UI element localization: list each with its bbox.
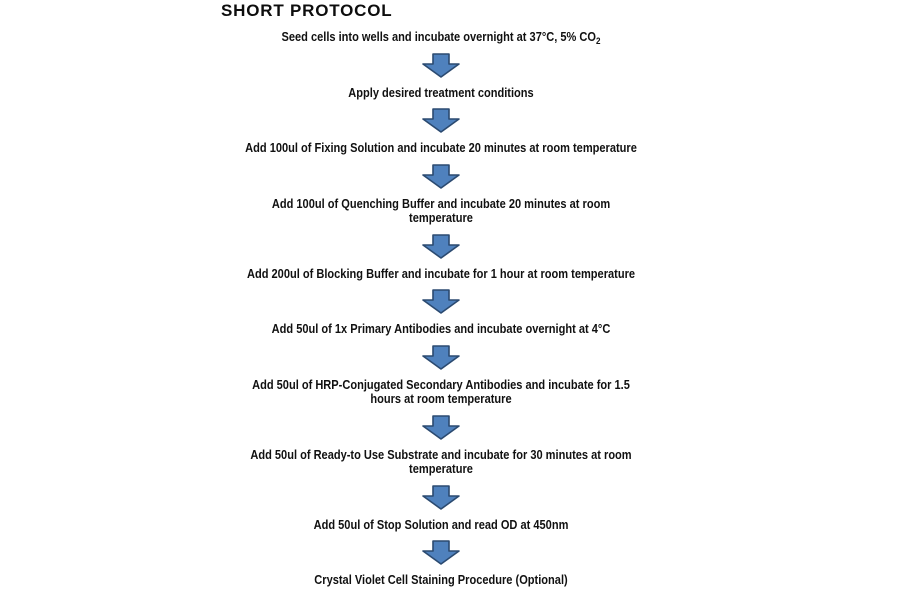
protocol-step bbox=[161, 267, 721, 282]
down-arrow-icon bbox=[422, 234, 460, 259]
step-text: Add 50ul of Ready-to Use Substrate and incubate for 30 minutes at room bbox=[250, 446, 632, 462]
protocol-step bbox=[161, 378, 721, 407]
down-arrow-icon bbox=[422, 164, 460, 189]
protocol-step bbox=[161, 197, 721, 226]
protocol-step bbox=[161, 322, 721, 337]
page-title: SHORT PROTOCOL bbox=[221, 1, 393, 20]
down-arrow-icon bbox=[422, 108, 460, 133]
step-text: hours at room temperature bbox=[370, 391, 512, 406]
protocol-step bbox=[161, 448, 721, 477]
step-text: Add 50ul of Stop Solution and read OD at 450nm bbox=[313, 516, 569, 532]
step-text: Add 200ul of Blocking Buffer and incubate for 1 hour at room temperature bbox=[246, 265, 636, 281]
down-arrow-icon bbox=[422, 53, 460, 78]
step-text-line bbox=[203, 211, 679, 226]
step-text: Add 50ul of 1x Primary Antibodies and incubate overnight at 4°C bbox=[271, 321, 611, 336]
steps-column bbox=[161, 30, 721, 588]
step-text: Add 100ul of Quenching Buffer and incubate 20 minutes at room bbox=[271, 195, 611, 211]
step-text-line bbox=[203, 322, 679, 337]
step-text: temperature bbox=[409, 461, 473, 476]
step-text-line bbox=[203, 267, 679, 282]
step-text-line bbox=[203, 30, 679, 45]
protocol-step bbox=[161, 86, 721, 101]
subscript-text: 2 bbox=[596, 36, 601, 47]
protocol-step bbox=[161, 141, 721, 156]
step-text-line bbox=[203, 378, 679, 393]
step-text-line bbox=[203, 197, 679, 212]
step-text: Crystal Violet Cell Staining Procedure (Optional) bbox=[314, 572, 568, 587]
down-arrow-icon bbox=[422, 540, 460, 565]
step-text: temperature bbox=[409, 210, 473, 225]
down-arrow-icon bbox=[422, 415, 460, 440]
step-text-line bbox=[203, 392, 679, 407]
protocol-step bbox=[161, 30, 721, 45]
step-text-line bbox=[203, 518, 679, 533]
step-text: Seed cells into wells and incubate overnight at 37°C, 5% CO bbox=[281, 29, 597, 44]
down-arrow-icon bbox=[422, 345, 460, 370]
down-arrow-icon bbox=[422, 485, 460, 510]
protocol-step bbox=[161, 518, 721, 533]
step-text: Apply desired treatment conditions bbox=[348, 84, 534, 100]
step-text-line bbox=[203, 573, 679, 588]
step-text-line bbox=[203, 141, 679, 156]
step-text: Add 50ul of HRP-Conjugated Secondary Antibodies and incubate for 1.5 bbox=[252, 376, 630, 392]
step-text: Add 100ul of Fixing Solution and incubate 20 minutes at room temperature bbox=[245, 140, 637, 155]
step-text-line bbox=[203, 448, 679, 463]
step-text-line bbox=[203, 462, 679, 477]
protocol-step bbox=[161, 573, 721, 588]
step-text-line bbox=[203, 86, 679, 101]
down-arrow-icon bbox=[422, 289, 460, 314]
